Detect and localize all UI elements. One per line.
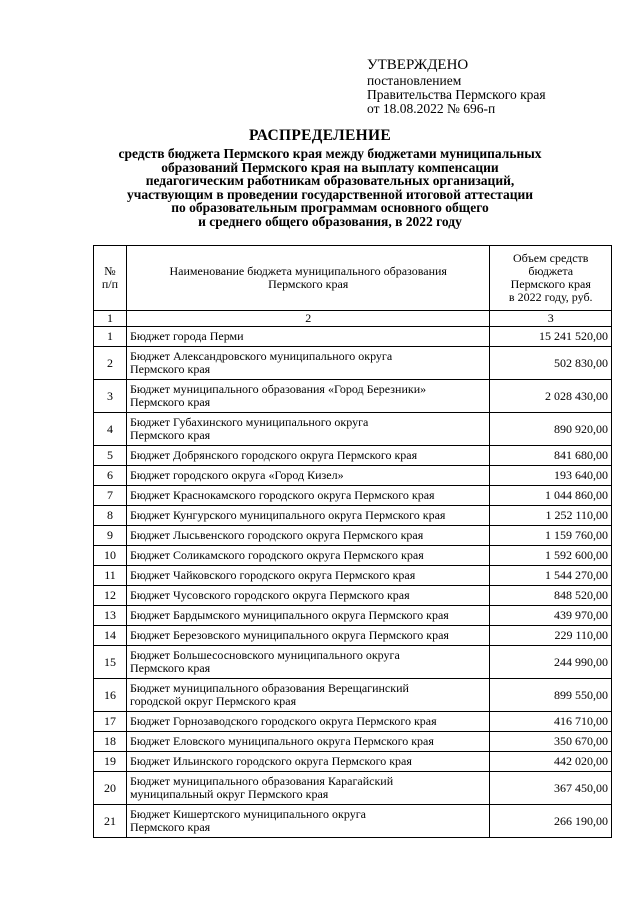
approval-line: от 18.08.2022 № 696-п <box>367 101 496 116</box>
budget-amount: 1 252 110,00 <box>490 506 612 526</box>
column-index: 1 <box>94 311 127 327</box>
row-number: 2 <box>94 347 127 380</box>
table-row <box>94 506 612 526</box>
budget-name <box>126 805 490 838</box>
table-row <box>94 446 612 466</box>
table-header-row <box>94 246 612 311</box>
budget-name-line: Бюджет Еловского муниципального округа Пермского края <box>129 734 434 748</box>
row-number: 17 <box>94 712 127 732</box>
header-name-line: Наименование бюджета муниципального образования <box>169 264 447 278</box>
approval-title: УТВЕРЖДЕНО <box>367 57 469 73</box>
row-number: 15 <box>94 646 127 679</box>
table-row <box>94 486 612 506</box>
budget-amount: 890 920,00 <box>490 413 612 446</box>
budget-amount: 899 550,00 <box>490 679 612 712</box>
subtitle-line: педагогическим работникам образовательных организаций, <box>145 173 515 188</box>
budget-name <box>126 526 490 546</box>
header-num-line: № <box>104 264 116 278</box>
table-row <box>94 546 612 566</box>
budget-amount: 350 670,00 <box>490 732 612 752</box>
table-row <box>94 626 612 646</box>
budget-name <box>126 566 490 586</box>
subtitle-line: участвующим в проведении государственной итоговой аттестации <box>126 186 534 202</box>
budget-name <box>126 626 490 646</box>
header-amount-line: бюджета <box>528 264 574 278</box>
row-number: 7 <box>94 486 127 506</box>
budget-name-line: Бюджет Чусовского городского округа Пермского края <box>129 588 410 602</box>
subtitle-line: образований Пермского края на выплату компенсации <box>161 159 499 175</box>
budget-amount: 439 970,00 <box>490 606 612 626</box>
approval-line: постановлением <box>367 73 462 88</box>
table-row <box>94 586 612 606</box>
table-row <box>94 772 612 805</box>
subtitle-line: и среднего общего образования, в 2022 году <box>198 213 462 229</box>
budget-name-line: Бюджет Кунгурского муниципального округа Пермского края <box>129 508 446 522</box>
table-row <box>94 466 612 486</box>
budget-amount: 848 520,00 <box>490 586 612 606</box>
budget-amount: 1 044 860,00 <box>490 486 612 506</box>
table-row <box>94 679 612 712</box>
budget-amount: 1 592 600,00 <box>490 546 612 566</box>
budget-name <box>126 732 490 752</box>
budget-name-line: Бюджет Александровского муниципального округа <box>129 349 393 363</box>
budget-name <box>126 466 490 486</box>
table-row <box>94 752 612 772</box>
budget-name-line: Бюджет Кишертского муниципального округа <box>129 807 366 821</box>
budget-name-line: Бюджет Бардымского муниципального округа Пермского края <box>129 608 449 622</box>
table-row <box>94 805 612 838</box>
budget-name-line: Пермского края <box>129 661 211 675</box>
budget-amount: 266 190,00 <box>490 805 612 838</box>
table-row <box>94 413 612 446</box>
budget-name <box>126 679 490 712</box>
budget-amount: 502 830,00 <box>490 347 612 380</box>
budget-amount: 244 990,00 <box>490 646 612 679</box>
budget-amount: 841 680,00 <box>490 446 612 466</box>
budget-name-line: муниципальный округ Пермского края <box>129 787 329 801</box>
column-index: 3 <box>490 311 612 327</box>
header-amount <box>490 246 612 311</box>
header-amount-line: Объем средств <box>513 251 589 265</box>
table-row <box>94 606 612 626</box>
row-number: 16 <box>94 679 127 712</box>
budget-amount: 2 028 430,00 <box>490 380 612 413</box>
table-row <box>94 566 612 586</box>
header-amount-line: в 2022 году, руб. <box>508 290 593 304</box>
budget-name-line: Бюджет Ильинского городского округа Пермского края <box>129 754 412 768</box>
table-row <box>94 380 612 413</box>
budget-name <box>126 347 490 380</box>
budget-name <box>126 646 490 679</box>
row-number: 6 <box>94 466 127 486</box>
row-number: 12 <box>94 586 127 606</box>
budget-name <box>126 586 490 606</box>
budget-name <box>126 486 490 506</box>
row-number: 3 <box>94 380 127 413</box>
budget-amount: 367 450,00 <box>490 772 612 805</box>
budget-name-line: Пермского края <box>129 395 211 409</box>
budget-name <box>126 752 490 772</box>
budget-name <box>126 380 490 413</box>
budget-name <box>126 446 490 466</box>
budget-amount: 193 640,00 <box>490 466 612 486</box>
budget-name-line: Бюджет Чайковского городского округа Пермского края <box>129 568 416 582</box>
budget-name <box>126 506 490 526</box>
distribution-table <box>93 245 612 838</box>
budget-amount: 229 110,00 <box>490 626 612 646</box>
budget-name <box>126 413 490 446</box>
row-number: 10 <box>94 546 127 566</box>
row-number: 4 <box>94 413 127 446</box>
row-number: 21 <box>94 805 127 838</box>
table-row <box>94 347 612 380</box>
budget-name-line: Бюджет города Перми <box>129 329 244 343</box>
budget-amount: 1 159 760,00 <box>490 526 612 546</box>
table-row <box>94 327 612 347</box>
budget-name <box>126 327 490 347</box>
budget-name-line: Бюджет муниципального образования Верещагинский <box>129 681 409 695</box>
budget-name-line: Бюджет Березовского муниципального округа Пермского края <box>129 628 449 642</box>
budget-name <box>126 772 490 805</box>
row-number: 9 <box>94 526 127 546</box>
budget-name <box>126 712 490 732</box>
document-subtitle <box>60 147 600 228</box>
budget-amount: 416 710,00 <box>490 712 612 732</box>
row-number: 14 <box>94 626 127 646</box>
subtitle-line: по образовательным программам основного общего <box>171 200 489 215</box>
column-index: 2 <box>126 311 490 327</box>
subtitle-line: средств бюджета Пермского края между бюджетами муниципальных <box>118 146 542 161</box>
header-amount-line: Пермского края <box>510 277 591 291</box>
approval-line: Правительства Пермского края <box>367 87 546 102</box>
header-name-line: Пермского края <box>268 277 349 291</box>
header-name <box>126 246 490 311</box>
approval-stamp <box>367 57 627 116</box>
table-row <box>94 732 612 752</box>
budget-name-line: Бюджет Соликамского городского округа Пермского края <box>129 548 424 562</box>
budget-name-line: Бюджет Лысьвенского городского округа Пермского края <box>129 528 424 542</box>
budget-amount: 15 241 520,00 <box>490 327 612 347</box>
row-number: 11 <box>94 566 127 586</box>
table-row <box>94 526 612 546</box>
budget-name-line: городской округ Пермского края <box>129 694 297 708</box>
budget-name-line: Бюджет Большесосновского муниципального округа <box>129 648 400 662</box>
document-title: РАСПРЕДЕЛЕНИЕ <box>249 127 391 144</box>
row-number: 1 <box>94 327 127 347</box>
budget-name <box>126 546 490 566</box>
budget-name-line: Бюджет Губахинского муниципального округа <box>129 415 369 429</box>
row-number: 18 <box>94 732 127 752</box>
budget-name <box>126 606 490 626</box>
budget-amount: 1 544 270,00 <box>490 566 612 586</box>
row-number: 13 <box>94 606 127 626</box>
row-number: 20 <box>94 772 127 805</box>
budget-name-line: Бюджет городского округа «Город Кизел» <box>129 468 344 482</box>
budget-name-line: Бюджет муниципального образования «Город Березники» <box>129 382 427 396</box>
budget-name-line: Бюджет муниципального образования Карагайский <box>129 774 394 788</box>
budget-amount: 442 020,00 <box>490 752 612 772</box>
budget-name-line: Бюджет Краснокамского городского округа Пермского края <box>129 488 435 502</box>
table-row <box>94 646 612 679</box>
table-row <box>94 712 612 732</box>
budget-name-line: Бюджет Горнозаводского городского округа Пермского края <box>129 714 437 728</box>
budget-name-line: Бюджет Добрянского городского округа Пермского края <box>129 448 418 462</box>
column-index-row <box>94 311 612 327</box>
header-num <box>94 246 127 311</box>
row-number: 5 <box>94 446 127 466</box>
row-number: 8 <box>94 506 127 526</box>
budget-name-line: Пермского края <box>129 428 211 442</box>
budget-name-line: Пермского края <box>129 362 211 376</box>
budget-name-line: Пермского края <box>129 820 211 834</box>
header-num-line: п/п <box>101 277 119 291</box>
row-number: 19 <box>94 752 127 772</box>
